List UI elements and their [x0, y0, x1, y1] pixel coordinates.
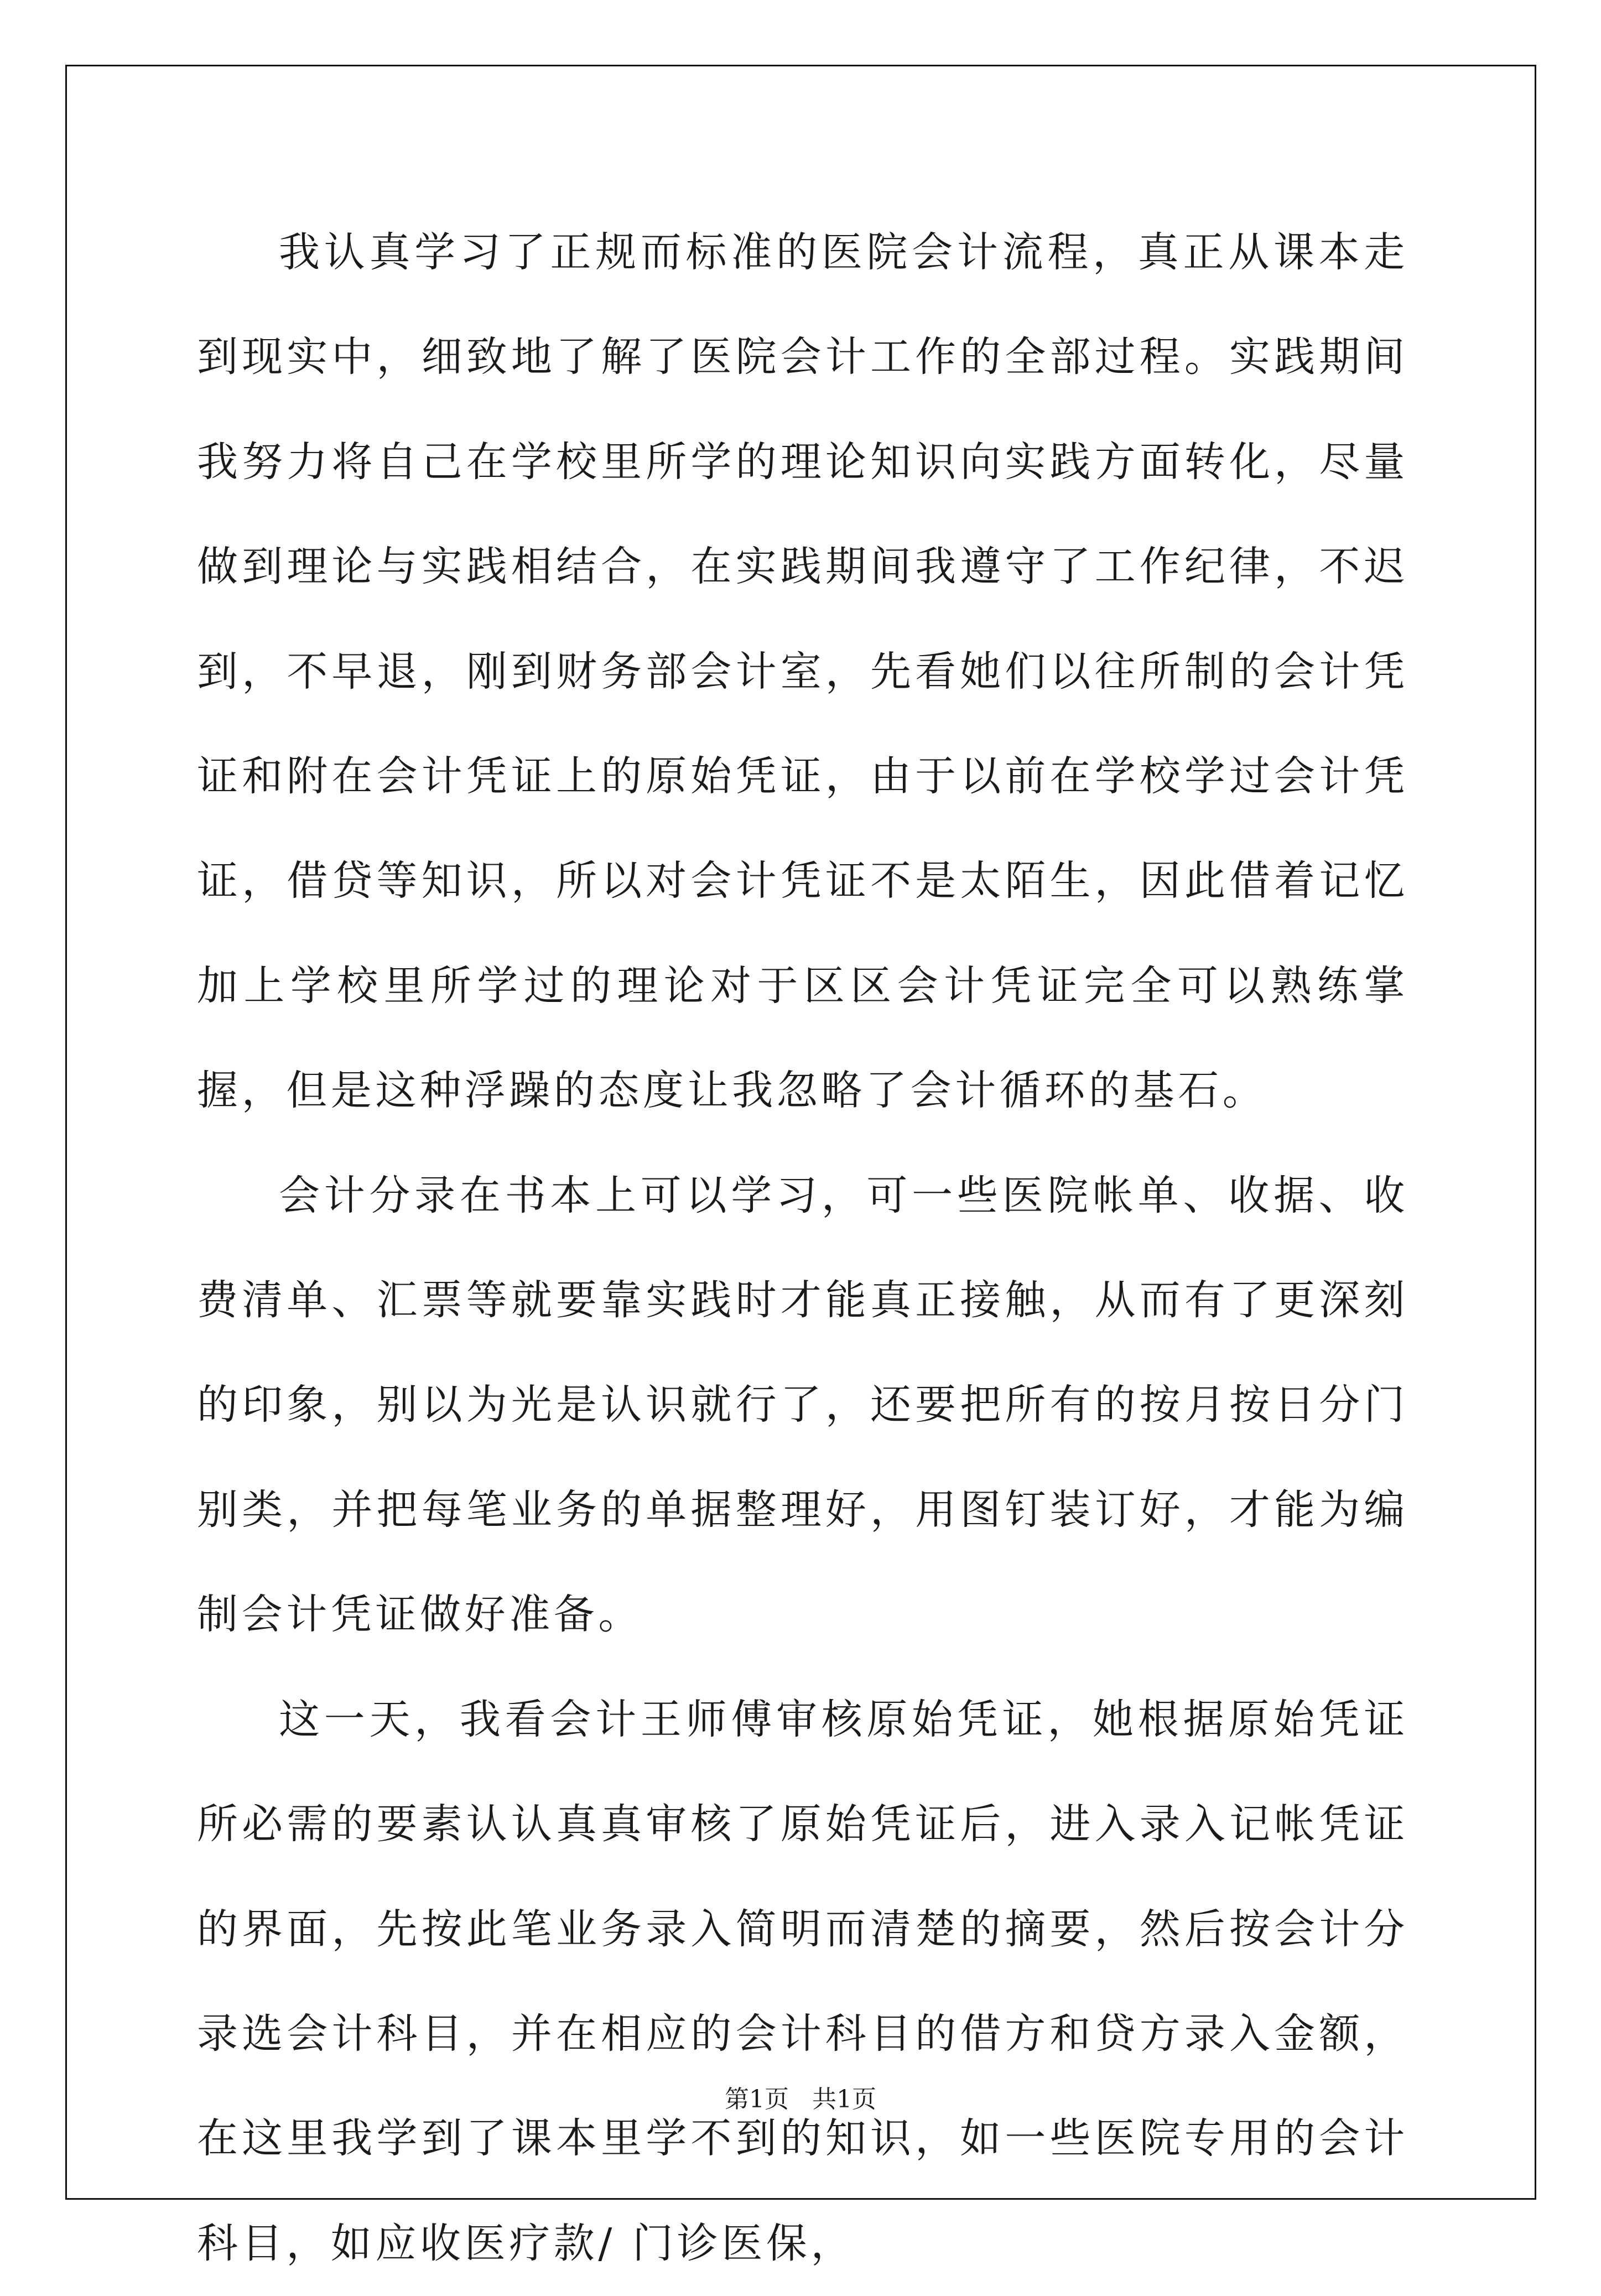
paragraph-3: 这一天，我看会计王师傅审核原始凭证，她根据原始凭证所必需的要素认认真真审核了原始凭证后，进入录入记帐凭证的界面，先按此笔业务录入简明而清楚的摘要，然后按会计分录选会计科目，并在相应的会计科目的借方和贷方录入金额，在这里我学到了课本里学不到的知识，如一些医院专用的会计科目，如应收医疗款/ 门诊医保， — [197, 1695, 1408, 2267]
paragraph-2: 会计分录在书本上可以学习，可一些医院帐单、收据、收费清单、汇票等就要靠实践时才能真正接触，从而有了更深刻的印象，别以为光是认识就行了，还要把所有的按月按日分门别类，并把每笔业务的单据整理好，用图钉装订好，才能为编制会计凭证做好准备。 — [197, 1171, 1408, 1639]
paragraph-1: 我认真学习了正规而标准的医院会计流程，真正从课本走到现实中，细致地了解了医院会计工作的全部过程。实践期间我努力将自己在学校里所学的理论知识向实践方面转化，尽量做到理论与实践相结合，在实践期间我遵守了工作纪律，不迟到，不早退，刚到财务部会计室，先看她们以往所制的会计凭证和附在会计凭证上的原始凭证，由于以前在学校学过会计凭证，借贷等知识，所以对会计凭证不是太陌生，因此借着记忆加上学校里所学过的理论对于区区会计凭证完全可以熟练掌握，但是这种浮躁的态度让我忽略了会计循环的基石。 — [197, 228, 1408, 1115]
page-footer — [0, 2083, 1601, 2116]
page-number: 第1页 — [725, 2085, 789, 2113]
document-body — [197, 200, 1408, 2296]
page-total: 共1页 — [812, 2085, 876, 2113]
